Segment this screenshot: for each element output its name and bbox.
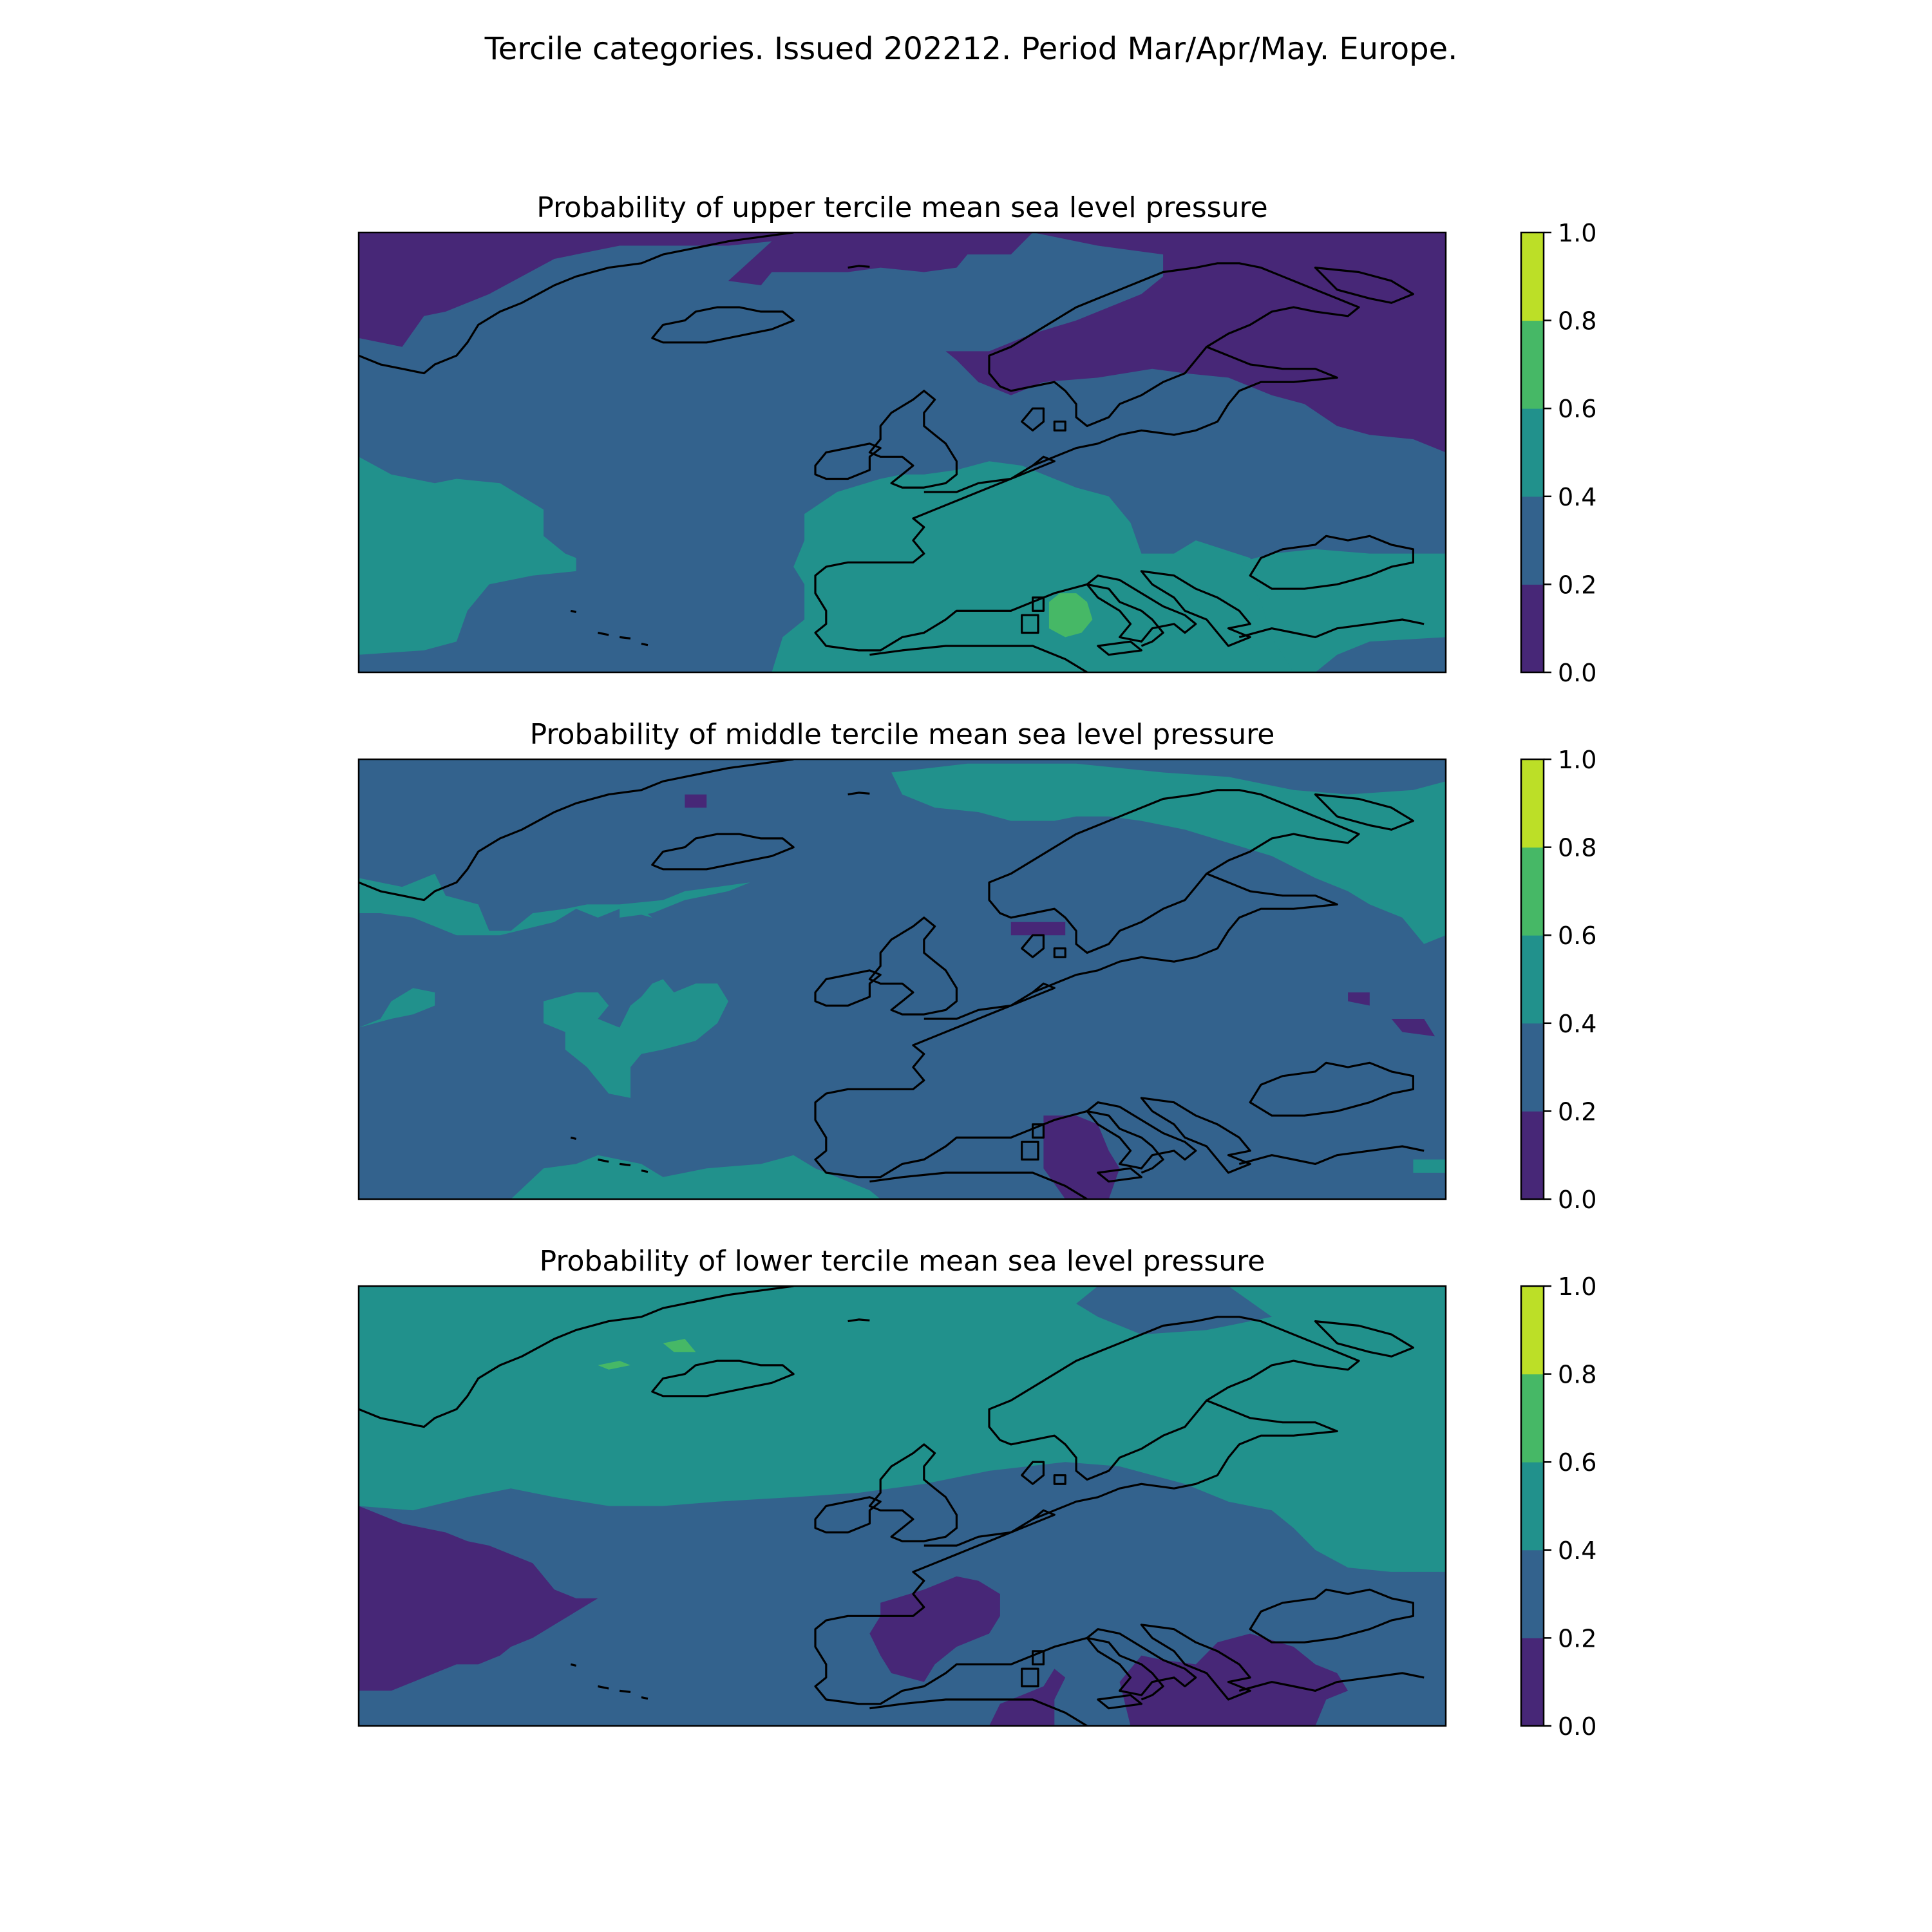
colorbar-tick-label: 0.0	[1558, 1186, 1597, 1214]
colorbar-tick-label: 0.0	[1558, 1712, 1597, 1741]
colorbar-segment	[1521, 232, 1544, 321]
colorbar-segment	[1521, 408, 1544, 497]
colorbar	[1521, 1273, 1596, 1741]
colorbar-tick-label: 0.2	[1558, 571, 1597, 600]
map-panel-1	[359, 191, 1596, 687]
contour-map	[359, 232, 1446, 672]
colorbar-tick-label: 0.8	[1558, 1360, 1597, 1389]
colorbar-segment	[1521, 1286, 1544, 1374]
colorbar-tick-label: 0.2	[1558, 1097, 1597, 1126]
panel-title: Probability of middle tercile mean sea level pressure	[529, 718, 1275, 751]
colorbar-tick-label: 0.8	[1558, 307, 1597, 336]
colorbar-tick-label: 0.4	[1558, 1009, 1597, 1038]
colorbar-tick-label: 0.4	[1558, 482, 1597, 511]
colorbar-tick-label: 0.6	[1558, 922, 1597, 951]
map-panels	[359, 191, 1596, 1741]
colorbar-tick-label: 0.8	[1558, 833, 1597, 862]
colorbar-tick-label: 1.0	[1558, 746, 1597, 774]
colorbar	[1521, 219, 1596, 687]
colorbar-segment	[1521, 1374, 1544, 1463]
colorbar-segment	[1521, 1023, 1544, 1112]
colorbar-tick-label: 0.4	[1558, 1536, 1597, 1565]
contour-map	[359, 759, 1446, 1199]
colorbar-tick-label: 0.6	[1558, 1448, 1597, 1477]
figure-suptitle: Tercile categories. Issued 202212. Period Mar/Apr/May. Europe.	[484, 31, 1458, 67]
map-panel-3	[359, 1245, 1596, 1741]
map-panel-2	[359, 718, 1596, 1214]
colorbar-segment	[1521, 584, 1544, 672]
colorbar-segment	[1521, 1111, 1544, 1199]
colorbar-tick-label: 0.6	[1558, 395, 1597, 424]
contour-region-skagerrak	[1011, 922, 1065, 936]
colorbar-tick-label: 0.0	[1558, 659, 1597, 687]
colorbar-segment	[1521, 1638, 1544, 1726]
colorbar-segment	[1521, 1462, 1544, 1550]
panel-title: Probability of lower tercile mean sea level pressure	[539, 1245, 1265, 1278]
colorbar-segment	[1521, 848, 1544, 936]
colorbar-segment	[1521, 935, 1544, 1023]
colorbar-segment	[1521, 1550, 1544, 1638]
colorbar-tick-label: 1.0	[1558, 219, 1597, 247]
colorbar	[1521, 746, 1596, 1214]
contour-map	[359, 1286, 1446, 1726]
contour-region-iceland-south	[685, 795, 706, 808]
colorbar-segment	[1521, 497, 1544, 585]
panel-title: Probability of upper tercile mean sea level pressure	[536, 191, 1268, 224]
colorbar-segment	[1521, 759, 1544, 848]
colorbar-tick-label: 1.0	[1558, 1273, 1597, 1301]
colorbar-segment	[1521, 321, 1544, 409]
colorbar-tick-label: 0.2	[1558, 1624, 1597, 1653]
